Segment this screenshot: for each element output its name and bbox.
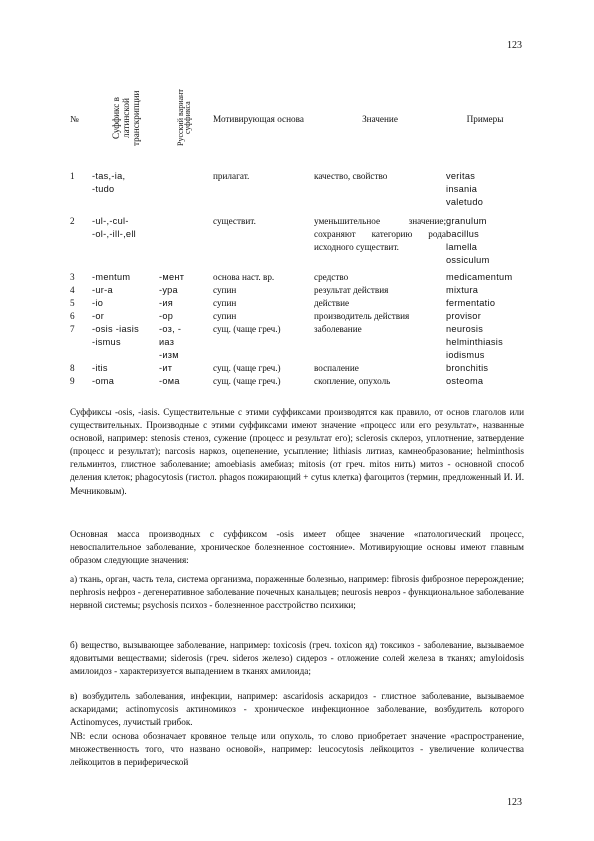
cell-meaning: [314, 212, 446, 269]
paragraph: а) ткань, орган, часть тела, система организма, пораженные болезнью, например: fibrosis фиброзное перерождение; nephrosis нефроз - дегенеративное заболевание почечных канальцев; neurosis невроз - функциональное заболевание нервной системы; psychosis психоз - болезненное расстройство психики;: [70, 574, 524, 611]
cell-suffix: [92, 269, 159, 284]
cell-examples-line: helminthiasis: [446, 337, 504, 347]
cell-examples-line: osteoma: [446, 376, 484, 386]
cell-examples: [446, 362, 524, 375]
table-row: [70, 362, 524, 375]
cell-num: 9: [70, 376, 75, 386]
cell-rus-suffix: [159, 323, 209, 362]
cell-num: 8: [70, 363, 75, 373]
cell-examples-line: provisor: [446, 311, 482, 321]
cell-num: 2: [70, 216, 75, 226]
cell-motivating: сущ. (чаще греч.): [213, 363, 281, 373]
paragraph: б) вещество, вызывающее заболевание, например: toxicosis (греч. toxicon яд) токсикоз - заболевание, вызываемое ядовитыми веществами; siderosis (греч. sideros железо) сидероз - отложение солей железа в тканях; amyloidosis амилоидоз - характеризуется выпадением в тканях амилоида;: [70, 640, 524, 677]
header-rus-suffix: Русский вариант суффикса: [176, 89, 192, 147]
table-row: [70, 375, 524, 388]
header-suffix: Суффикс в латинской транскрипции: [110, 90, 141, 146]
cell-rus-suffix-line: -ома: [159, 376, 180, 386]
cell-meaning: [314, 323, 446, 362]
cell-suffix-line: -ismus: [92, 337, 121, 347]
cell-rus-suffix: [159, 362, 209, 375]
cell-examples: [446, 310, 524, 323]
cell-suffix-line: -or: [92, 311, 105, 321]
cell-examples: [446, 323, 524, 362]
cell-suffix-line: -itis: [92, 363, 108, 373]
cell-rus-suffix-line: -ит: [159, 363, 173, 373]
cell-examples-line: bronchitis: [446, 363, 489, 373]
table-row: [70, 297, 524, 310]
cell-meaning-line: средство: [314, 272, 349, 282]
cell-motivating: супин: [213, 285, 237, 295]
cell-examples-line: mixtura: [446, 285, 479, 295]
paragraph: NB: если основа обозначает кровяное тельце или опухоль, то слово приобретает значение «распространение, множественность того, что названо основой», например: leucocytosis лейкоцитоз - увеличение количества лейкоцитов в периферической: [70, 731, 524, 768]
paragraph: Суффиксы -osis, -iasis. Существительные с этими суффиксами производятся как правило, от основ глаголов или существительных. Производные с этими суффиксами имеют значение «процесс или его результат», названные основой, например: stenosis стеноз, сужение (процесс и результат его); sclerosis склероз, уплотнение, затвердение (процесс и результат); narcosis наркоз, оцепенение, усыпление; lithiasis литиаз, камнеобразование; helminthosis гельминтоз, глистное заболевание; amoebiasis амебиаз; mitosis (от греч. mitos нить) митоз - основной способ деления клеток; phagocytosis (гистол. phagos пожирающий + cytus клетка) фагоцитоз (термин, предложенный И. И. Мечниковым).: [70, 407, 524, 496]
cell-meaning-line: уменьшительное значение; сохраняют категорию рода исходного существит.: [314, 216, 446, 252]
cell-meaning-line: действие: [314, 298, 350, 308]
cell-examples-line: valetudo: [446, 197, 484, 207]
cell-examples-line: insania: [446, 184, 478, 194]
cell-examples: [446, 165, 524, 212]
page-number-bottom: 123: [507, 797, 522, 808]
cell-examples-line: lamella: [446, 242, 478, 252]
cell-rus-suffix-line: -ура: [159, 285, 178, 295]
cell-examples-line: veritas: [446, 171, 476, 181]
cell-suffix-line: -tudo: [92, 184, 115, 194]
cell-meaning: [314, 269, 446, 284]
paragraph: Основная масса производных с суффиксом -osis имеет общее значение «патологический процесс, невоспалительное заболевание, хроническое болезненное состояние». Мотивирующие основы имеют главным образом следующие значения:: [70, 529, 524, 566]
cell-meaning-line: производитель действия: [314, 311, 410, 321]
cell-examples-line: medicamentum: [446, 272, 513, 282]
header-meaning: Значение: [362, 114, 398, 124]
cell-examples: [446, 269, 524, 284]
table-row: [70, 269, 524, 284]
cell-examples-line: ossiculum: [446, 255, 490, 265]
cell-meaning: [314, 165, 446, 212]
cell-suffix-line: -io: [92, 298, 104, 308]
cell-motivating: супин: [213, 298, 237, 308]
cell-suffix: [92, 375, 159, 388]
cell-num: 4: [70, 285, 75, 295]
cell-rus-suffix-line: -мент: [159, 272, 185, 282]
paragraph: в) возбудитель заболевания, инфекции, например: ascaridosis аскаридоз - глистное заболевание, вызываемое аскаридами; actinomycosis актиномикоз - хроническое инфекционное заболевание, возбудитель которого Actinomyces, лучистый грибок.: [70, 691, 524, 728]
cell-examples: [446, 212, 524, 269]
cell-suffix: [92, 297, 159, 310]
cell-suffix-line: -ur-a: [92, 285, 113, 295]
cell-suffix-line: -oma: [92, 376, 115, 386]
cell-rus-suffix-line: -изм: [159, 350, 179, 360]
cell-meaning: [314, 375, 446, 388]
cell-rus-suffix-line: -оз, -: [159, 324, 182, 334]
table-row: [70, 212, 524, 269]
cell-examples-line: neurosis: [446, 324, 484, 334]
cell-meaning: [314, 284, 446, 297]
cell-meaning: [314, 310, 446, 323]
table-header-row: [70, 78, 524, 165]
page-number-top: 123: [507, 40, 522, 51]
cell-examples: [446, 297, 524, 310]
cell-suffix-line: -mentum: [92, 272, 131, 282]
cell-motivating: супин: [213, 311, 237, 321]
cell-rus-suffix-line: -ия: [159, 298, 174, 308]
cell-motivating: сущ. (чаще греч.): [213, 376, 281, 386]
cell-rus-suffix: [159, 165, 209, 212]
cell-num: 1: [70, 171, 75, 181]
cell-suffix-line: -osis -iasis: [92, 324, 139, 334]
cell-examples-line: iodismus: [446, 350, 485, 360]
table-row: [70, 165, 524, 212]
cell-meaning-line: заболевание: [314, 324, 362, 334]
cell-num: 5: [70, 298, 75, 308]
cell-meaning-line: скопление, опухоль: [314, 376, 391, 386]
cell-num: 3: [70, 272, 75, 282]
cell-meaning: [314, 362, 446, 375]
cell-suffix: [92, 323, 159, 362]
cell-motivating: прилагат.: [213, 171, 250, 181]
table-row: [70, 284, 524, 297]
cell-rus-suffix: [159, 297, 209, 310]
cell-examples: [446, 284, 524, 297]
cell-suffix: [92, 212, 159, 269]
cell-rus-suffix: [159, 269, 209, 284]
header-num: №: [70, 114, 79, 124]
cell-rus-suffix-line: -ор: [159, 311, 174, 321]
cell-examples: [446, 375, 524, 388]
cell-suffix-line: -ol-,-ill-,ell: [92, 229, 137, 239]
suffix-table: [70, 78, 524, 388]
cell-num: 7: [70, 324, 75, 334]
table-row: [70, 310, 524, 323]
table-row: [70, 323, 524, 362]
cell-rus-suffix: [159, 284, 209, 297]
cell-meaning-line: качество, свойство: [314, 171, 388, 181]
cell-num: 6: [70, 311, 75, 321]
cell-meaning: [314, 297, 446, 310]
cell-suffix-line: -tas,-ia,: [92, 171, 126, 181]
cell-meaning-line: воспаление: [314, 363, 359, 373]
cell-rus-suffix: [159, 310, 209, 323]
cell-rus-suffix: [159, 375, 209, 388]
cell-examples-line: granulum: [446, 216, 487, 226]
cell-meaning-line: результат действия: [314, 285, 389, 295]
header-examples: Примеры: [466, 114, 504, 124]
cell-examples-line: bacillus: [446, 229, 480, 239]
cell-suffix: [92, 362, 159, 375]
cell-suffix: [92, 165, 159, 212]
cell-examples-line: fermentatio: [446, 298, 496, 308]
cell-rus-suffix: [159, 212, 209, 269]
header-motivating: Мотивирующая основа: [213, 114, 304, 124]
cell-suffix-line: -ul-,-cul-: [92, 216, 129, 226]
cell-rus-suffix-line: иаз: [159, 337, 175, 347]
cell-motivating: сущ. (чаще греч.): [213, 324, 281, 334]
cell-motivating: основа наст. вр.: [213, 272, 275, 282]
cell-suffix: [92, 284, 159, 297]
cell-suffix: [92, 310, 159, 323]
cell-motivating: существит.: [213, 216, 256, 226]
